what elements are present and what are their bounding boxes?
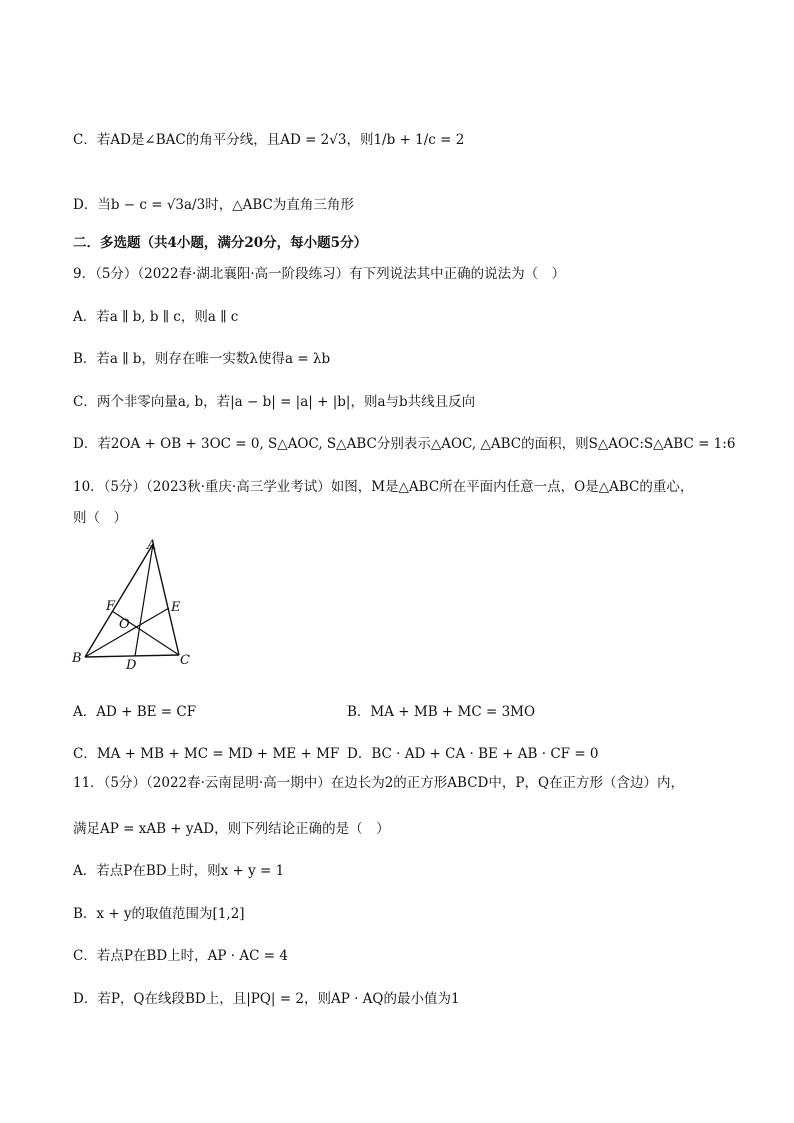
q10-option-d: D．BC · AD + CA · BE + AB · CF = 0 bbox=[347, 746, 599, 762]
label-d: D bbox=[126, 658, 137, 673]
q10-option-a: A．AD + BE = CF bbox=[73, 704, 197, 720]
q9-option-c: C．两个非零向量a, b，若|a − b| = |a| + |b|，则a与b共线且反向 bbox=[73, 394, 476, 410]
label-e: E bbox=[171, 600, 181, 615]
side-bc bbox=[85, 655, 179, 657]
triangle-figure bbox=[70, 536, 200, 671]
q11-option-d: D．若P，Q在线段BD上，且|PQ| = 2，则AP · AQ的最小值为1 bbox=[73, 991, 460, 1007]
q10-stem-line2: 则（ ） bbox=[73, 510, 127, 526]
q11-option-a: A．若点P在BD上时，则x + y = 1 bbox=[73, 863, 285, 879]
median-ad bbox=[135, 544, 153, 656]
q10-option-b: B．MA + MB + MC = 3MO bbox=[347, 704, 536, 720]
label-b: B bbox=[72, 651, 82, 666]
q8-option-d: D．当b − c = √3a/3时，△ABC为直角三角形 bbox=[73, 197, 354, 213]
label-c: C bbox=[180, 653, 190, 668]
label-a: A bbox=[147, 538, 157, 553]
q11-option-c: C．若点P在BD上时，AP · AC = 4 bbox=[73, 948, 288, 964]
q8-option-c: C．若AD是∠BAC的角平分线，且AD = 2√3，则1/b + 1/c = 2 bbox=[73, 132, 465, 148]
q9-stem: 9．（5分）（2022春·湖北襄阳·高一阶段练习）有下列说法其中正确的说法为（ ） bbox=[73, 266, 566, 282]
q9-option-a: A．若a ∥ b, b ∥ c，则a ∥ c bbox=[73, 309, 239, 325]
q11-stem-line1: 11．（5分）（2022春·云南昆明·高一期中）在边长为2的正方形ABCD中，P，Q在正方形（含边）内， bbox=[73, 775, 685, 791]
q9-option-d: D．若2OA + OB + 3OC = 0, S△AOC, S△ABC分别表示△AOC, △ABC的面积，则S△AOC:S△ABC = 1:6 bbox=[73, 436, 736, 452]
section-heading-multi-choice: 二．多选题（共4小题，满分20分，每小题5分） bbox=[73, 235, 368, 251]
q10-option-c: C．MA + MB + MC = MD + ME + MF bbox=[73, 746, 340, 762]
label-o: O bbox=[119, 617, 130, 632]
median-be bbox=[85, 608, 169, 657]
q10-stem-line1: 10．（5分）（2023秋·重庆·高三学业考试）如图，M是△ABC所在平面内任意一点，O是△ABC的重心， bbox=[73, 479, 694, 495]
q11-option-b: B．x + y的取值范围为[1,2] bbox=[73, 906, 245, 922]
q11-stem-line2: 满足AP = xAB + yAD，则下列结论正确的是（ ） bbox=[73, 821, 390, 837]
label-f: F bbox=[106, 599, 116, 614]
q9-option-b: B．若a ∥ b，则存在唯一实数λ使得a = λb bbox=[73, 351, 331, 367]
side-ab bbox=[85, 544, 153, 657]
